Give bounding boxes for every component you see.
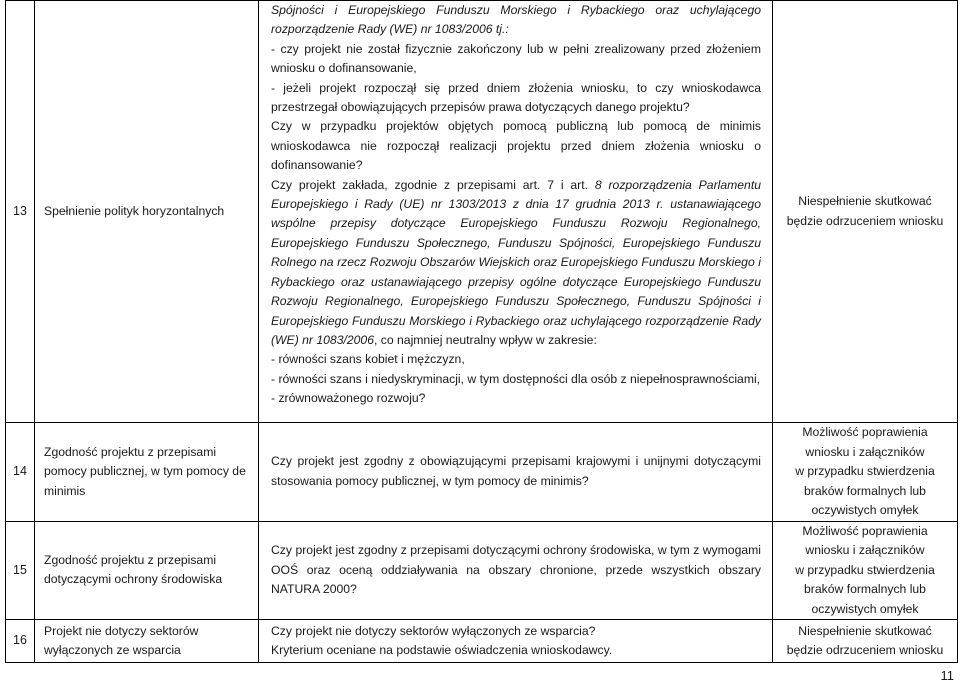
- table-row: [6, 521, 958, 620]
- table-row: [6, 423, 958, 522]
- description-paragraph: - jeżeli projekt rozpoczął się przed dniem złożenia wniosku, to czy wnioskodawca przestrzegał obowiązujących przepisów prawa dotyczących danego projektu?: [271, 80, 761, 115]
- row-number: 14: [6, 423, 35, 522]
- criterion-description: Czy projekt nie dotyczy sektorów wyłączonych ze wsparcia? Kryterium oceniane na podstawie oświadczenia wnioskodawcy.: [259, 620, 773, 663]
- description-paragraph: - zrównoważonego rozwoju?: [271, 391, 426, 406]
- criterion-result: Możliwość poprawienia wniosku i załączników w przypadku stwierdzenia braków formalnych lub oczywistych omyłek: [773, 521, 958, 620]
- criterion-result: Niespełnienie skutkować będzie odrzuceniem wniosku: [773, 1, 958, 423]
- criterion-result: Niespełnienie skutkować będzie odrzuceniem wniosku: [773, 620, 958, 663]
- row-number: 15: [6, 521, 35, 620]
- criterion-name: Spełnienie polityk horyzontalnych: [35, 1, 259, 423]
- description-paragraph: - równości szans kobiet i mężczyzn,: [271, 352, 465, 367]
- criterion-name: Zgodność projektu z przepisami pomocy publicznej, w tym pomocy de minimis: [35, 423, 259, 522]
- criterion-name: Projekt nie dotyczy sektorów wyłączonych ze wsparcia: [35, 620, 259, 663]
- description-paragraph: Czy w przypadku projektów objętych pomocą publiczną lub pomocą de minimis wnioskodawca nie rozpoczął realizacji projektu przed dniem złożenia wniosku o dofinansowanie?: [271, 119, 761, 173]
- table-row: [6, 620, 958, 663]
- page-number: 11: [940, 668, 954, 683]
- criterion-description: Czy projekt jest zgodny z przepisami dotyczącymi ochrony środowiska, w tym z wymogami OOŚ oraz oceną oddziaływania na obszary chronione, przede wszystkich obszary NATURA 2000?: [259, 521, 773, 620]
- description-paragraph: - równości szans i niedyskryminacji, w tym dostępności dla osób z niepełnosprawnościami,: [271, 371, 761, 386]
- criterion-description: Czy projekt jest zgodny z obowiązującymi przepisami krajowymi i unijnymi dotyczącymi stosowania pomocy publicznej, w tym pomocy de minimis?: [259, 423, 773, 522]
- row-number: 13: [6, 1, 35, 423]
- criterion-name: Zgodność projektu z przepisami dotyczącymi ochrony środowiska: [35, 521, 259, 620]
- description-paragraph: Spójności i Europejskiego Funduszu Morskiego i Rybackiego oraz uchylającego rozporządzenie Rady (WE) nr 1083/2006 tj.:: [271, 3, 761, 37]
- row-number: 16: [6, 620, 35, 663]
- criterion-description: [259, 1, 773, 423]
- criterion-result: Możliwość poprawienia wniosku i załączników w przypadku stwierdzenia braków formalnych lub oczywistych omyłek: [773, 423, 958, 522]
- description-paragraph: - czy projekt nie został fizycznie zakończony lub w pełni zrealizowany przed złożeniem wniosku o dofinansowanie,: [271, 41, 761, 76]
- criteria-table: [5, 0, 958, 663]
- description-paragraph: Czy projekt zakłada, zgodnie z przepisami art. 7 i art. 8 rozporządzenia Parlamentu Europejskiego i Rady (UE) nr 1303/2013 z dnia 17 grudnia 2013 r. ustanawiającego wspólne przepisy dotyczące Europejskiego Funduszu Rozwoju Regionalnego, Europejskiego Funduszu Społecznego, Funduszu Spójności, Europejskiego Funduszu Rolnego na rzecz Rozwoju Obszarów Wiejskich oraz Europejskiego Funduszu Morskiego i Rybackiego oraz ustanawiającego przepisy ogólne dotyczące Europejskiego Funduszu Rozwoju Regionalnego, Europejskiego Funduszu Społecznego, Funduszu Spójności i Europejskiego Funduszu Morskiego i Rybackiego oraz uchylającego rozporządzenie Rady (WE) nr 1083/2006, co najmniej neutralny wpływ w zakresie:: [271, 177, 761, 347]
- table-row: [6, 1, 958, 423]
